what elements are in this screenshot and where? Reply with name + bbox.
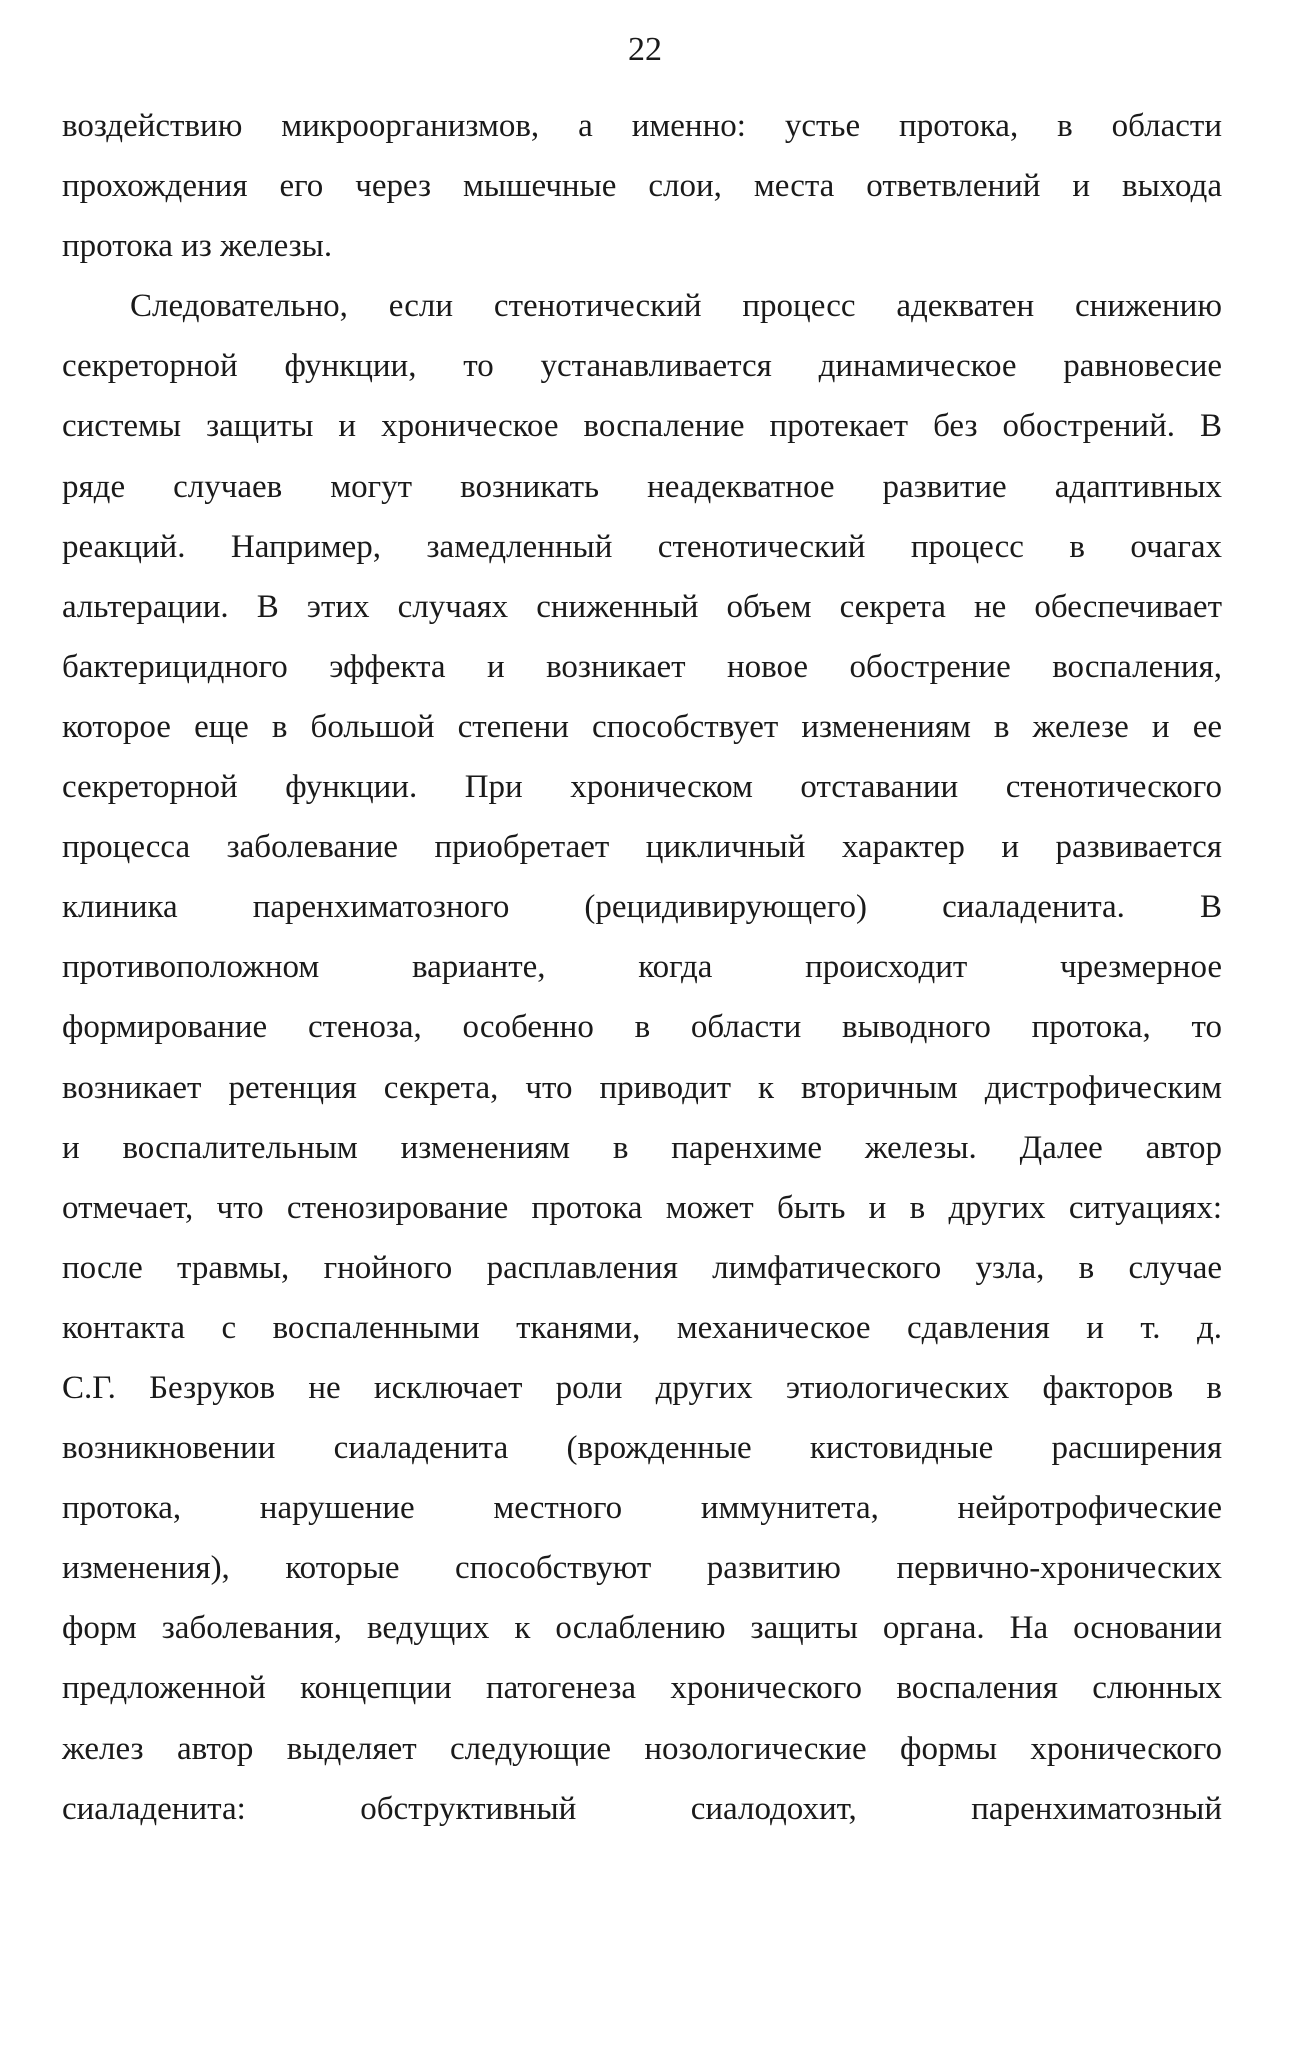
text-line: протока, нарушение местного иммунитета, нейротрофические [62, 1490, 1222, 1527]
page-number: 22 [628, 31, 662, 68]
text-line: секреторной функции, то устанавливается динамическое равновесие [62, 348, 1222, 385]
text-line: системы защиты и хроническое воспаление протекает без обострений. В [62, 408, 1222, 445]
text-line: секреторной функции. При хроническом отставании стенотического [62, 769, 1222, 806]
text-line: форм заболевания, ведущих к ослаблению защиты органа. На основании [62, 1610, 1222, 1647]
text-line: отмечает, что стенозирование протока может быть и в других ситуациях: [62, 1189, 1222, 1226]
text-line: альтерации. В этих случаях сниженный объем секрета не обеспечивает [62, 588, 1222, 625]
body-text [62, 96, 1222, 1839]
text-line: и воспалительным изменениям в паренхиме железы. Далее автор [62, 1129, 1222, 1166]
text-line: ряде случаев могут возникать неадекватное развитие адаптивных [62, 468, 1222, 505]
text-line: бактерицидного эффекта и возникает новое обострение воспаления, [62, 648, 1222, 685]
text-line: клиника паренхиматозного (рецидивирующего) сиаладенита. В [62, 889, 1222, 926]
text-line: С.Г. Безруков не исключает роли других этиологических факторов в [62, 1369, 1222, 1406]
text-line: формирование стеноза, особенно в области выводного протока, то [62, 1009, 1222, 1046]
text-line: протока из железы. [62, 228, 333, 265]
text-line: процесса заболевание приобретает цикличный характер и развивается [62, 829, 1222, 866]
text-line: которое еще в большой степени способствует изменениям в железе и ее [62, 708, 1222, 745]
text-line: сиаладенита: обструктивный сиалодохит, паренхиматозный [62, 1790, 1222, 1827]
text-line: изменения), которые способствуют развитию первично-хронических [62, 1550, 1222, 1587]
text-line: противоположном варианте, когда происходит чрезмерное [62, 949, 1222, 986]
text-line: прохождения его через мышечные слои, места ответвлений и выхода [62, 168, 1222, 205]
text-line: воздействию микроорганизмов, а именно: устье протока, в области [62, 108, 1222, 144]
text-line: возникновении сиаладенита (врожденные кистовидные расширения [62, 1430, 1222, 1467]
paragraph-start-line: Следовательно, если стенотический процесс адекватен снижению [130, 288, 1222, 325]
text-line: возникает ретенция секрета, что приводит к вторичным дистрофическим [62, 1069, 1222, 1106]
text-line: контакта с воспаленными тканями, механическое сдавления и т. д. [62, 1309, 1222, 1346]
text-line: предложенной концепции патогенеза хронического воспаления слюнных [62, 1670, 1222, 1707]
text-line: после травмы, гнойного расплавления лимфатического узла, в случае [62, 1249, 1222, 1286]
text-line: реакций. Например, замедленный стенотический процесс в очагах [62, 528, 1222, 565]
text-line: желез автор выделяет следующие нозологические формы хронического [62, 1730, 1222, 1767]
